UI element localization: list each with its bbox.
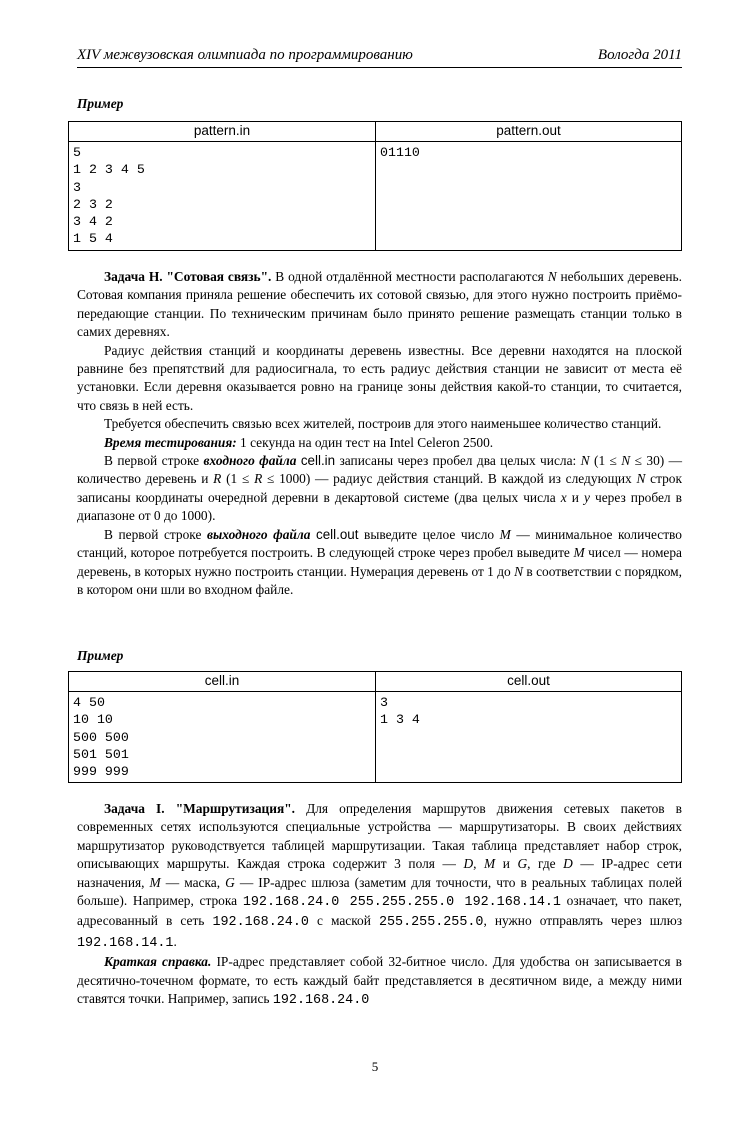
column-header-output: cell.out: [376, 672, 682, 692]
var-x: x: [560, 489, 567, 505]
text: в соответствии с порядком, в котором они шли во входном файле.: [77, 563, 682, 597]
text: с маской: [308, 913, 379, 929]
text: выведите целое число: [358, 526, 500, 542]
example-heading-1: Пример: [77, 96, 124, 111]
var-d: D: [563, 856, 573, 872]
var-n: N: [514, 563, 524, 579]
output-cell: [376, 692, 682, 783]
input-line: 10 10: [73, 712, 113, 728]
var-g: G: [517, 856, 528, 872]
task-i-section: [77, 800, 682, 1010]
page-number: 5: [371, 1059, 379, 1074]
task-h-paragraph-1: [77, 268, 682, 342]
mask-address: 255.255.255.0: [378, 915, 484, 931]
output-filename: cell.out: [316, 526, 359, 542]
example-table-cell: [68, 671, 682, 783]
text: через пробел в диапазоне от 0 до 1000).: [77, 489, 682, 524]
text: (1 ≤: [221, 471, 255, 487]
var-m: M: [499, 526, 511, 542]
input-line: 4 50: [73, 695, 105, 710]
network-address: 192.168.24.0: [212, 915, 309, 931]
input-cell: [69, 692, 376, 783]
text: ≤ 30) — количество деревень и: [77, 453, 683, 487]
output-spec-paragraph: [77, 526, 682, 600]
output-cell: [376, 142, 682, 251]
input-line: 999 999: [73, 764, 129, 780]
text: ,: [473, 856, 485, 872]
var-g: G: [225, 874, 235, 890]
output-file-label: выходного файла: [207, 526, 311, 542]
task-h-section: [77, 268, 682, 599]
task-h-paragraph-3: Требуется обеспечить связью всех жителей, построив для этого наименьшее количество станций.: [104, 416, 662, 432]
text: (1 ≤: [589, 453, 622, 469]
time-limit-paragraph: [77, 434, 682, 452]
text: означает, что пакет, адресованный в сеть: [77, 893, 682, 929]
output-line: 3: [380, 695, 388, 710]
text: чисел — номера деревень, в которых нужно построить станции. Нумерация деревень от 1 до: [77, 545, 682, 579]
gateway-address: 192.168.14.1: [77, 935, 174, 951]
var-r: R: [254, 471, 263, 487]
input-line: 2 3 2: [73, 196, 113, 212]
input-line: 5: [73, 145, 81, 160]
text: — IP-адрес сети назначения,: [77, 856, 682, 890]
var-m: M: [573, 545, 585, 561]
var-n: N: [547, 269, 557, 284]
column-header-output: pattern.out: [376, 122, 682, 142]
input-line: 500 500: [73, 729, 129, 745]
input-line: 3: [73, 179, 81, 195]
text: и: [566, 489, 584, 505]
var-m: M: [149, 874, 161, 890]
text: — IP-адрес шлюза (заметим для точности, что в реальных таблицах полей больше). Например, строка: [77, 874, 682, 909]
input-filename: cell.in: [300, 453, 336, 469]
time-limit-label: Время тестирования:: [104, 434, 237, 450]
input-line: 1 2 3 4 5: [73, 162, 145, 178]
text: , нужно отправлять через шлюз: [483, 913, 683, 929]
var-d: D: [463, 856, 474, 872]
text: ≤ 1000) — радиус действия станций. В каждой из следующих: [262, 471, 637, 487]
header-olympiad-title: XIV межвузовская олимпиада по программированию: [77, 47, 413, 63]
route-example: 192.168.24.0 255.255.255.0 192.168.14.1: [242, 895, 561, 911]
input-file-label: входного файла: [203, 453, 297, 469]
input-cell: [69, 142, 376, 251]
task-i-title: Задача I. "Маршрутизация".: [104, 801, 296, 816]
column-header-input: cell.in: [69, 672, 376, 692]
header-city-year: Вологда 2011: [597, 47, 682, 63]
text: строк записаны координаты очередной деревни в декартовой системе (два целых числа: [77, 471, 683, 505]
text: .: [173, 933, 177, 949]
text: В первой строке: [104, 453, 204, 469]
task-h-title: Задача H. "Сотовая связь".: [104, 269, 272, 284]
output-line: 01110: [380, 145, 420, 160]
text: и: [495, 856, 518, 872]
example-table-pattern: [68, 121, 682, 251]
input-line: 501 501: [73, 746, 129, 762]
text: небольших деревень. Сотовая компания приняла решение обеспечить их сотовой связью, для этого нужно построить приёмо-передающие станции. По техническим причинам было принято решение размещать станции только в самих деревнях.: [77, 269, 683, 340]
var-n: N: [636, 471, 646, 487]
input-spec-paragraph: [77, 452, 682, 526]
var-m: M: [484, 856, 496, 872]
reference-label: Краткая справка.: [104, 954, 212, 970]
var-n: N: [621, 453, 631, 469]
text: , где: [527, 856, 564, 872]
text: записаны через пробел два целых числа:: [335, 453, 581, 469]
text: — маска,: [160, 874, 226, 890]
task-i-paragraph-1: [77, 800, 682, 953]
var-y: y: [583, 489, 590, 505]
text: — минимальное количество станций, которое потребуется построить. В следующей строке через пробел выведите: [77, 526, 682, 561]
input-line: 1 5 4: [73, 231, 113, 247]
text: В одной отдалённой местности располагаются: [271, 269, 548, 284]
example-heading-2: Пример: [77, 648, 124, 663]
text: 1 секунда на один тест на Intel Celeron 2500.: [236, 434, 494, 450]
text: IP-адрес представляет собой 32-битное число. Для удобства он записывается в десятично-точечном формате, то есть каждый байт представляется в десятичном виде, а между ними ставятся точки. Например, запись: [77, 954, 682, 1007]
reference-paragraph: [77, 953, 682, 1010]
task-h-paragraph-2: Радиус действия станций и координаты деревень известны. Все деревни находятся на плоской равнине без препятствий для радиосигнала, то есть радиус действия станции не зависит от места её установки. Если деревня оказывается ровно на границе зоны действия какой-то станции, то считается, что связь в ней есть.: [77, 342, 682, 413]
reference-example-address: 192.168.24.0: [272, 993, 370, 1009]
column-header-input: pattern.in: [69, 122, 376, 142]
input-line: 3 4 2: [73, 214, 113, 230]
var-r: R: [213, 471, 222, 487]
header-rule: [77, 67, 682, 68]
text: Для определения маршрутов движения сетевых пакетов в современных сетях используются специальные устройства — маршрутизаторы. В своих действиях маршрутизатор руководствуется таблицей маршрутизации. Такая таблица представляет набор строк, описывающих маршруты. Каждая строка содержит 3 поля —: [77, 801, 682, 872]
text: В первой строке: [104, 526, 207, 542]
output-line: 1 3 4: [380, 712, 420, 728]
var-n: N: [580, 453, 590, 469]
